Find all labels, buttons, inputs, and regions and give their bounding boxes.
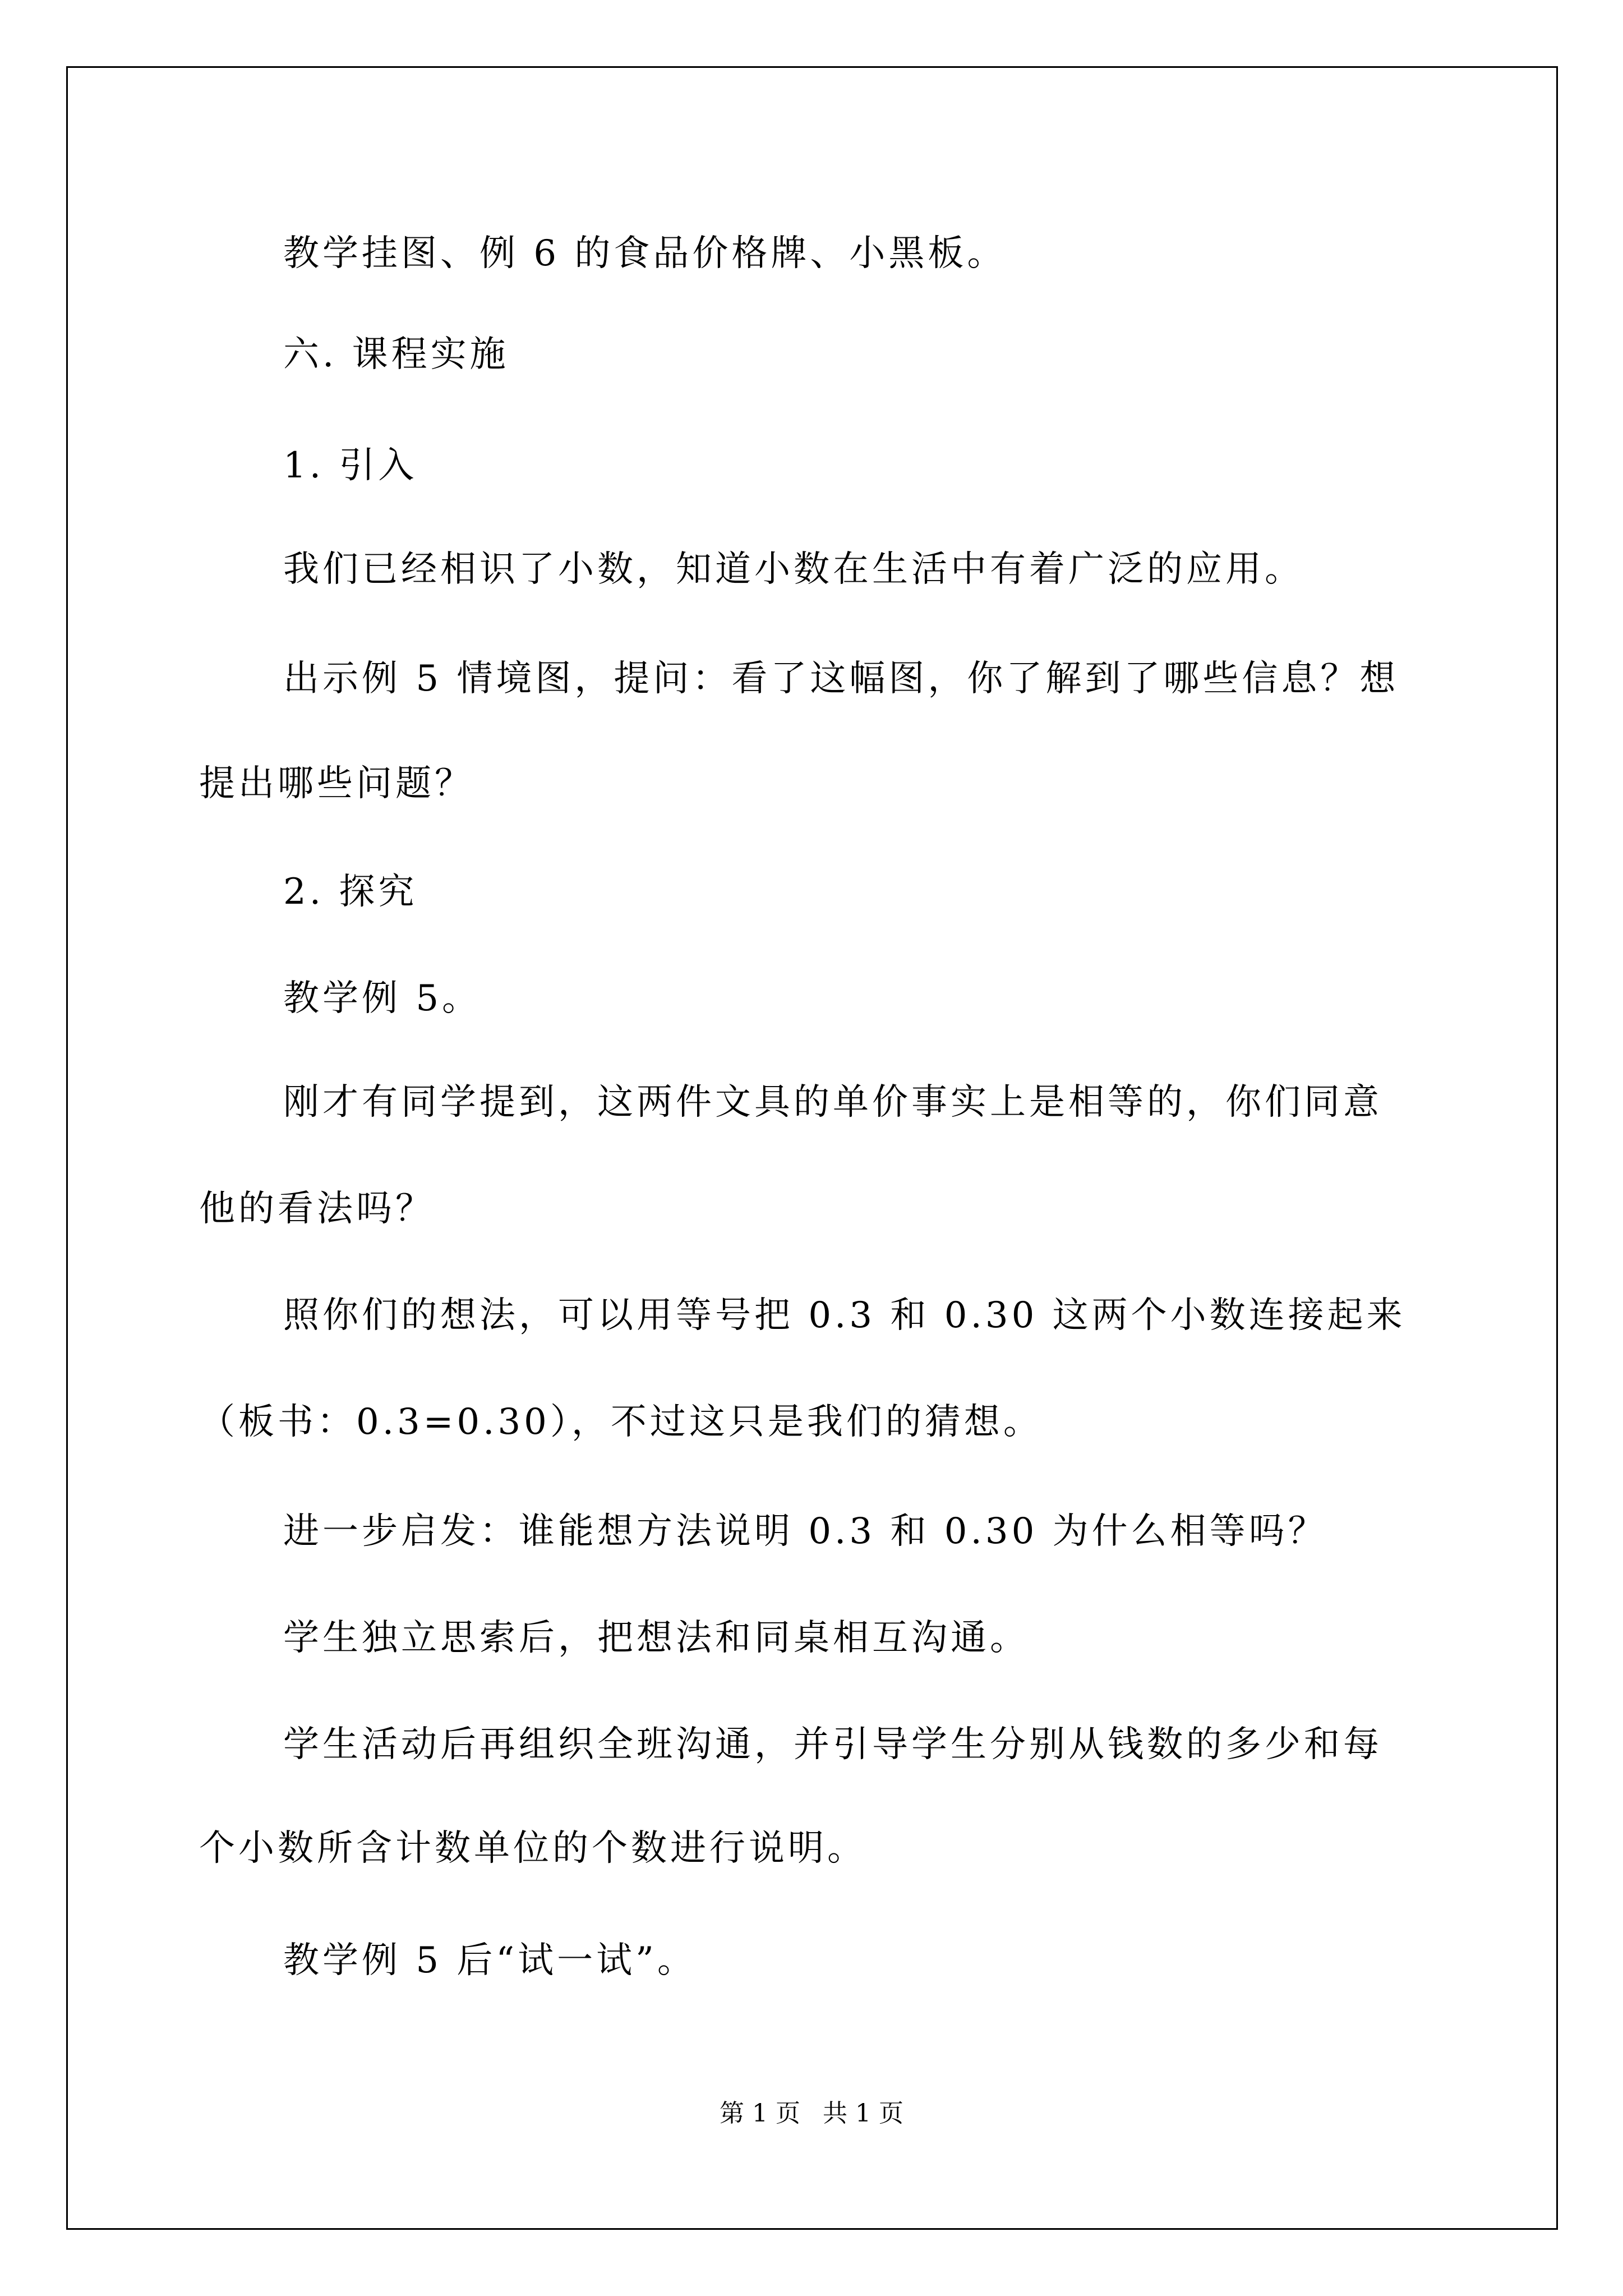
- paragraph-independent-think: 学生独立思索后，把想法和同桌相互沟通。: [283, 1617, 1029, 1659]
- heading-course-implementation: 六. 课程实施: [283, 334, 509, 375]
- heading-introduction: 1. 引入: [283, 445, 418, 486]
- paragraph-further-inspire: 进一步启发：谁能想方法说明 0.3 和 0.30 为什么相等吗？: [283, 1511, 1327, 1552]
- paragraph-equal-line1: 照你们的想法，可以用等号把 0.3 和 0.30 这两个小数连接起来: [283, 1295, 1406, 1336]
- paragraph-intro-text: 我们已经相识了小数，知道小数在生活中有着广泛的应用。: [283, 549, 1304, 590]
- page-border: [66, 66, 1558, 2230]
- paragraph-try-it: 教学例 5 后“试一试”。: [283, 1940, 697, 1981]
- paragraph-example5-line1: 出示例 5 情境图，提问：看了这幅图，你了解到了哪些信息？想: [283, 658, 1399, 700]
- paragraph-teach-example5: 教学例 5。: [283, 978, 482, 1019]
- paragraph-equal-line2: （板书：0.3=0.30），不过这只是我们的猜想。: [199, 1401, 1043, 1443]
- page-number: 第 1 页: [720, 2099, 800, 2128]
- paragraph-example5-line2: 提出哪些问题？: [199, 763, 474, 804]
- paragraph-price-line1: 刚才有同学提到，这两件文具的单价事实上是相等的，你们同意: [283, 1082, 1382, 1123]
- paragraph-class-discuss-line1: 学生活动后再组织全班沟通，并引导学生分别从钱数的多少和每: [283, 1724, 1382, 1765]
- paragraph-class-discuss-line2: 个小数所含计数单位的个数进行说明。: [199, 1828, 866, 1869]
- paragraph-materials: 教学挂图、例 6 的食品价格牌、小黑板。: [283, 233, 1007, 274]
- page-footer: [0, 2098, 1623, 2129]
- heading-explore: 2. 探究: [283, 871, 418, 913]
- page-total: 共 1 页: [823, 2099, 903, 2128]
- paragraph-price-line2: 他的看法吗？: [199, 1188, 435, 1230]
